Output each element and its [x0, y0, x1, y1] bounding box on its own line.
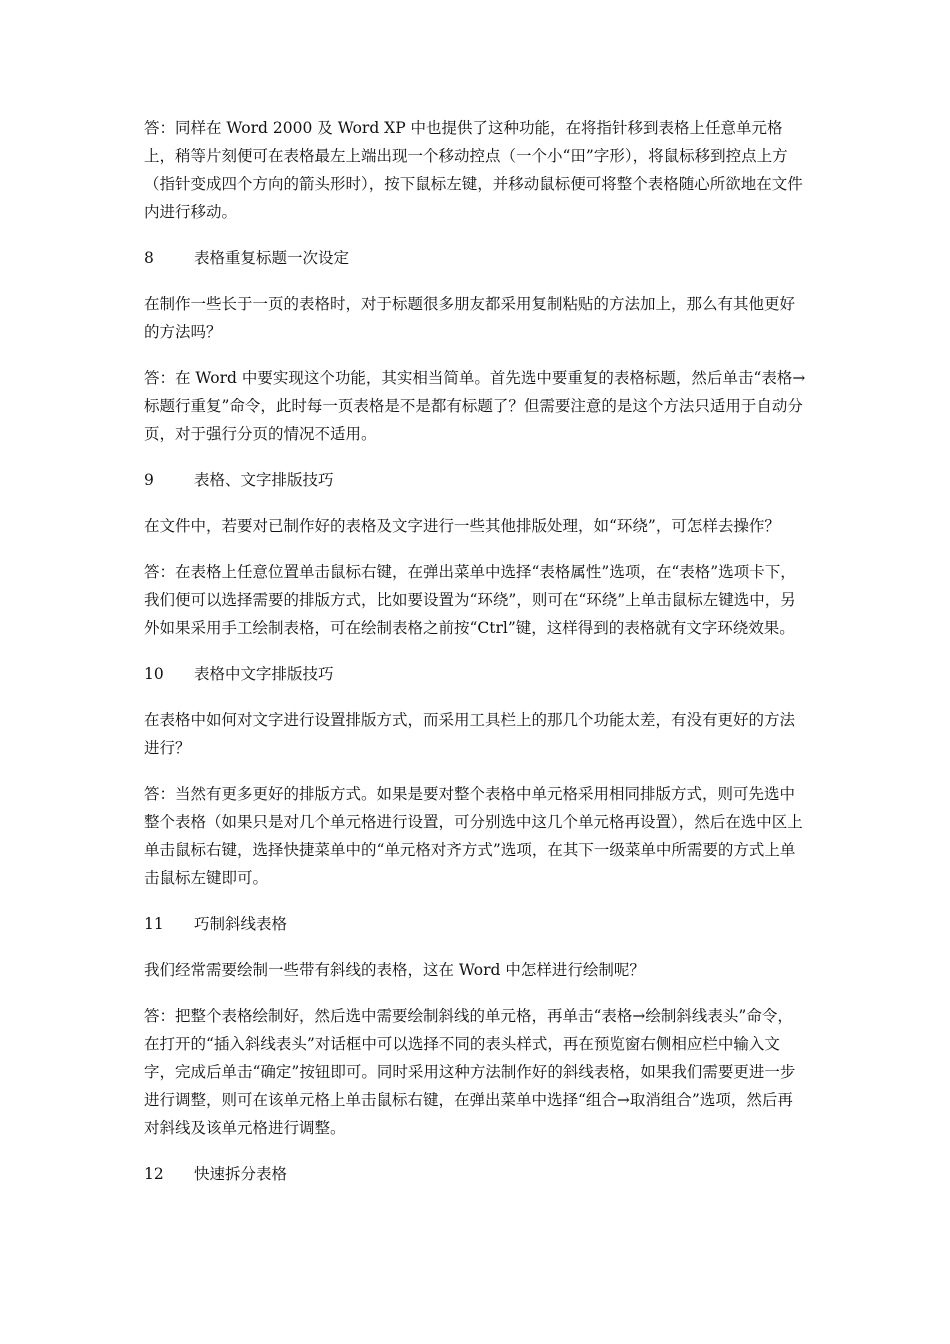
section-number: 10 [144, 665, 164, 683]
document-body [144, 114, 808, 1206]
section-title: 快速拆分表格 [194, 1165, 288, 1183]
question-paragraph: 在表格中如何对文字进行设置排版方式，而采用工具栏上的那几个功能太差，有没有更好的方法进行？ [144, 711, 796, 757]
answer-paragraph: 答：在表格上任意位置单击鼠标右键，在弹出菜单中选择“表格属性”选项，在“表格”选项卡下，我们便可以选择需要的排版方式，比如要设置为“环绕”，则可在“环绕”上单击鼠标左键选中，另外如果采用手工绘制表格，可在绘制表格之前按“Ctrl”键，这样得到的表格就有文字环绕效果。 [144, 563, 796, 637]
section-heading-8 [144, 244, 808, 272]
question-paragraph: 在制作一些长于一页的表格时，对于标题很多朋友都采用复制粘贴的方法加上，那么有其他更好的方法吗？ [144, 295, 796, 341]
answer-paragraph: 答：当然有更多更好的排版方式。如果是要对整个表格中单元格采用相同排版方式，则可先选中整个表格（如果只是对几个单元格进行设置，可分别选中这几个单元格再设置），然后在选中区上单击鼠标右键，选择快捷菜单中的“单元格对齐方式”选项，在其下一级菜单中所需要的方式上单击鼠标左键即可。 [144, 785, 803, 887]
question-paragraph: 在文件中，若要对已制作好的表格及文字进行一些其他排版处理，如“环绕”，可怎样去操作？ [144, 517, 780, 535]
section-number: 11 [144, 915, 164, 933]
section-heading-10 [144, 660, 808, 688]
section-title: 表格、文字排版技巧 [194, 471, 334, 489]
answer-paragraph: 答：同样在 Word 2000 及 Word XP 中也提供了这种功能，在将指针移到表格上任意单元格上，稍等片刻便可在表格最左上端出现一个移动控点（一个小“田”字形），将鼠标移到控点上方（指针变成四个方向的箭头形时），按下鼠标左键，并移动鼠标便可将整个表格随心所欲地在文件内进行移动。 [144, 119, 803, 221]
section-heading-12 [144, 1160, 808, 1188]
question-paragraph: 我们经常需要绘制一些带有斜线的表格，这在 Word 中怎样进行绘制呢？ [144, 961, 645, 979]
section-number: 9 [144, 471, 154, 489]
answer-paragraph: 答：在 Word 中要实现这个功能，其实相当简单。首先选中要重复的表格标题，然后单击“表格→标题行重复”命令，此时每一页表格是不是都有标题了？但需要注意的是这个方法只适用于自动分页，对于强行分页的情况不适用。 [144, 369, 806, 443]
section-number: 12 [144, 1165, 164, 1183]
section-title: 表格重复标题一次设定 [194, 249, 350, 267]
section-heading-9 [144, 466, 808, 494]
section-title: 巧制斜线表格 [194, 915, 288, 933]
answer-paragraph: 答：把整个表格绘制好，然后选中需要绘制斜线的单元格，再单击“表格→绘制斜线表头”命令，在打开的“插入斜线表头”对话框中可以选择不同的表头样式，再在预览窗右侧相应栏中输入文字，完成后单击“确定”按钮即可。同时采用这种方法制作好的斜线表格，如果我们需要更进一步进行调整，则可在该单元格上单击鼠标右键，在弹出菜单中选择“组合→取消组合”选项，然后再对斜线及该单元格进行调整。 [144, 1007, 796, 1137]
section-heading-11 [144, 910, 808, 938]
section-number: 8 [144, 249, 154, 267]
section-title: 表格中文字排版技巧 [194, 665, 334, 683]
